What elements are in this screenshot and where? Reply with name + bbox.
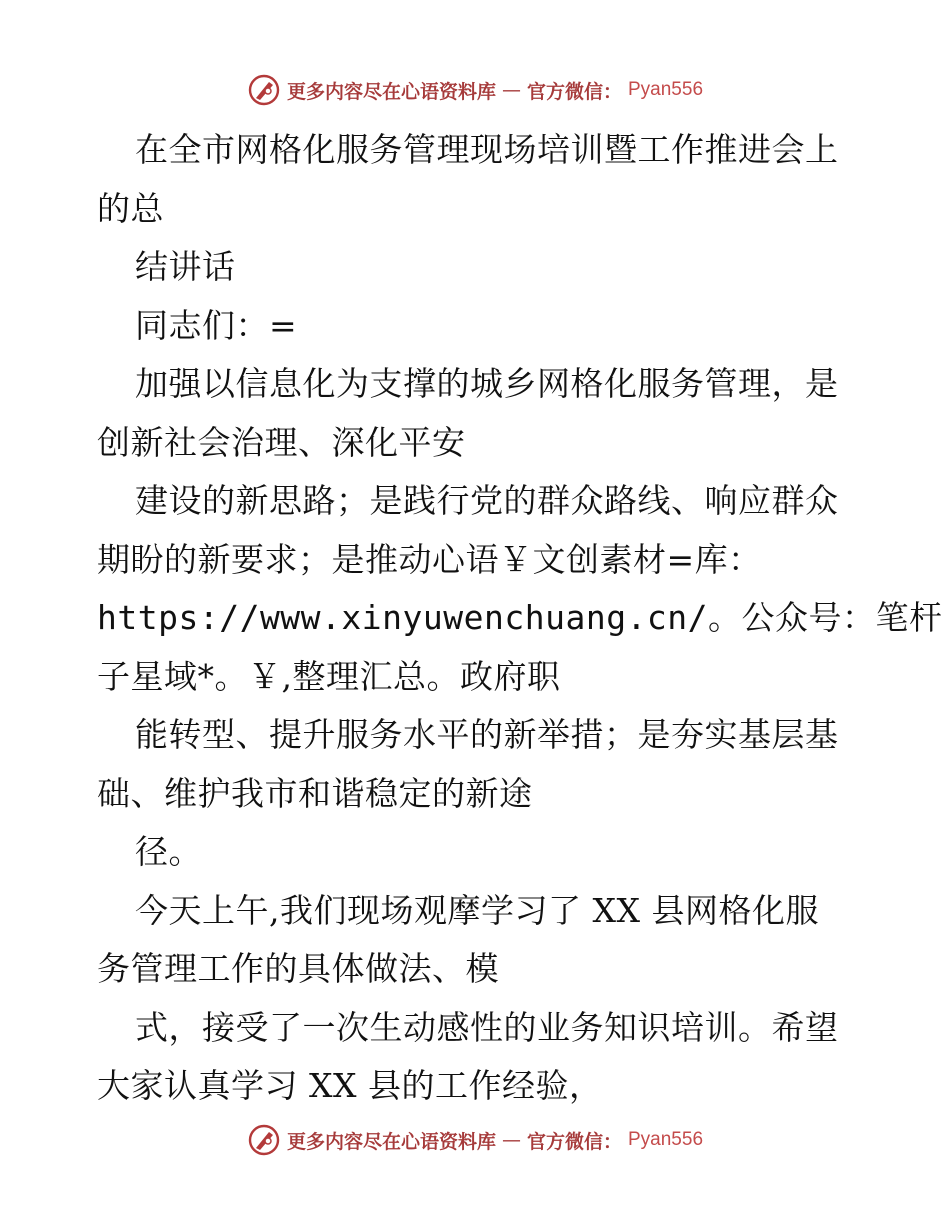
- watermark-main-text: 更多内容尽在心语资料库: [286, 80, 496, 103]
- quill-logo-icon: [247, 73, 281, 107]
- text-line: 同志们：=: [135, 305, 298, 345]
- text-line: 期盼的新要求；是推动心语￥文创素材=库：: [97, 539, 762, 579]
- document-body: [97, 121, 943, 1116]
- text-line: 务管理工作的具体做法、模: [97, 949, 499, 988]
- text-line: 能转型、提升服务水平的新举措；是夯实基层基: [135, 715, 839, 754]
- header-watermark: [0, 70, 950, 110]
- text-line: 础、维护我市和谐稳定的新途: [97, 773, 533, 813]
- text-line: 今天上午,我们现场观摩学习了 XX 县网格化服: [135, 890, 819, 930]
- watermark-wechat-id: Pyan556: [628, 79, 704, 100]
- text-line: 加强以信息化为支撑的城乡网格化服务管理，是: [135, 364, 839, 403]
- watermark-separator: —: [501, 1129, 521, 1151]
- text-line: 大家认真学习 XX 县的工作经验，: [97, 1066, 603, 1105]
- footer-watermark: [0, 1120, 950, 1160]
- text-line: 创新社会治理、深化平安: [97, 422, 466, 462]
- text-line: 子星域*。￥,整理汇总。政府职: [97, 656, 561, 696]
- watermark-separator: —: [501, 79, 521, 101]
- text-line: 在全市网格化服务管理现场培训暨工作推进会上: [135, 130, 839, 169]
- text-line: 径。: [135, 832, 202, 871]
- quill-logo-icon: [247, 1123, 281, 1157]
- text-line: 结讲话: [135, 247, 236, 286]
- watermark-main-text: 更多内容尽在心语资料库: [286, 1130, 496, 1153]
- text-line: 的总: [97, 188, 164, 228]
- text-line: 建设的新思路；是践行党的群众路线、响应群众: [135, 481, 839, 520]
- text-line: 式，接受了一次生动感性的业务知识培训。希望: [135, 1007, 839, 1047]
- watermark-wechat-id: Pyan556: [628, 1129, 704, 1150]
- text-line: https://www.xinyuwenchuang.cn/。公众号：笔杆: [97, 598, 943, 637]
- watermark-wechat-label: 官方微信：: [526, 1130, 622, 1153]
- watermark-wechat-label: 官方微信：: [526, 80, 622, 103]
